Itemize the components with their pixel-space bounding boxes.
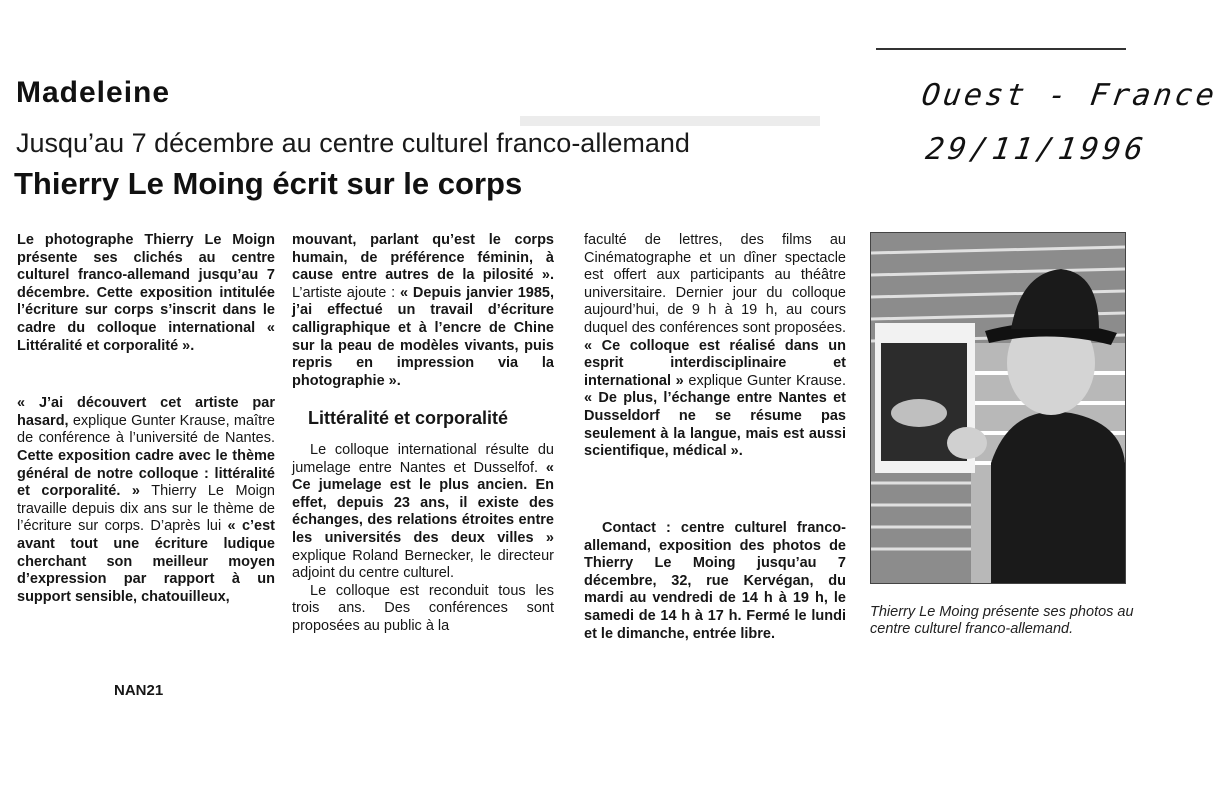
photo-caption: Thierry Le Moing présente ses photos au centre culturel franco-allemand. [870, 604, 1134, 638]
column-1-paragraph: « J’ai découvert cet artiste par hasard, explique Gunter Krause, maître de conférence à l’université de Nantes. Cette exposition cadre avec le thème général de notre colloque : littéralité et corporalité. » Thierry Le Moign travaille depuis dix ans sur le thème de l’écriture sur corps. D’après lui « c’est avant tout une écriture ludique cherchant son meilleur moyen d’expression par rapport à un support sensible, chatouilleux, [17, 395, 275, 605]
article-column-1 [17, 232, 275, 606]
article-lead: Le photographe Thierry Le Moign présente ses clichés au centre culturel franco-allemand jusqu’au 7 décembre. Cette exposition intitulée l’écriture sur corps s’inscrit dans le cadre du colloque international « Littéralité et corporalité ». [17, 232, 275, 354]
column-2-paragraph-2: Le colloque international résulte du jumelage entre Nantes et Dusselfof. « Ce jumelage est le plus ancien. En effet, depuis 23 ans, il existe des échanges, des relations étroites entre les universités des deux villes » explique Roland Bernecker, le directeur adjoint du centre culturel. [292, 442, 554, 582]
handwritten-date: 29/11/1996 [923, 132, 1150, 167]
column-2-paragraph-1: mouvant, parlant qu’est le corps humain, de préférence féminin, à cause entre autres de la pilosité ». L’artiste ajoute : « Depuis janvier 1985, j’ai effectué un travail d’écriture calligraphique et à l’encre de Chine sur la peau de modèles vivants, puis repris en impression via la photographie ». [292, 232, 554, 389]
cut-off-headline: Madeleine [16, 76, 171, 109]
column-3-paragraph: faculté de lettres, des films au Cinématographe et un dîner spectacle est offert aux participants au théâtre universitaire. Dernier jour du colloque aujourd’hui, de 9 h à 19 h, au cours duquel des conférences sont proposées. « Ce colloque est réalisé dans un esprit interdisciplinaire et international » explique Gunter Krause. « De plus, l’échange entre Nantes et Dusseldorf ne se résume pas seulement à la langue, mais est aussi scientifique, médical ». [584, 232, 846, 460]
article-photo [870, 232, 1126, 584]
photo-illustration [871, 233, 1125, 583]
article-column-2 [292, 232, 554, 390]
section-subhead: Littéralité et corporalité [308, 408, 509, 428]
column-rule [876, 48, 1126, 50]
contact-paragraph: Contact : centre culturel franco-allemand, exposition des photos de Thierry Le Moing jusqu’au 7 décembre, 32, rue Kervégan, du mardi au vendredi de 14 h à 19 h, le samedi de 14 h à 17 h. Fermé le lundi et le dimanche, entrée libre. [584, 520, 846, 642]
article-title: Thierry Le Moing écrit sur le corps [14, 166, 523, 201]
edition-code: NAN21 [114, 682, 164, 699]
article-kicker: Jusqu’au 7 décembre au centre culturel franco-allemand [16, 128, 690, 158]
article-column-2-continued [292, 442, 554, 636]
handwritten-source: Ouest - France [919, 78, 1219, 113]
show-through-texture [520, 116, 820, 126]
article-column-3 [584, 232, 846, 461]
column-2-paragraph-3: Le colloque est reconduit tous les trois ans. Des conférences sont proposées au public à la [292, 582, 554, 634]
contact-block [584, 520, 846, 643]
